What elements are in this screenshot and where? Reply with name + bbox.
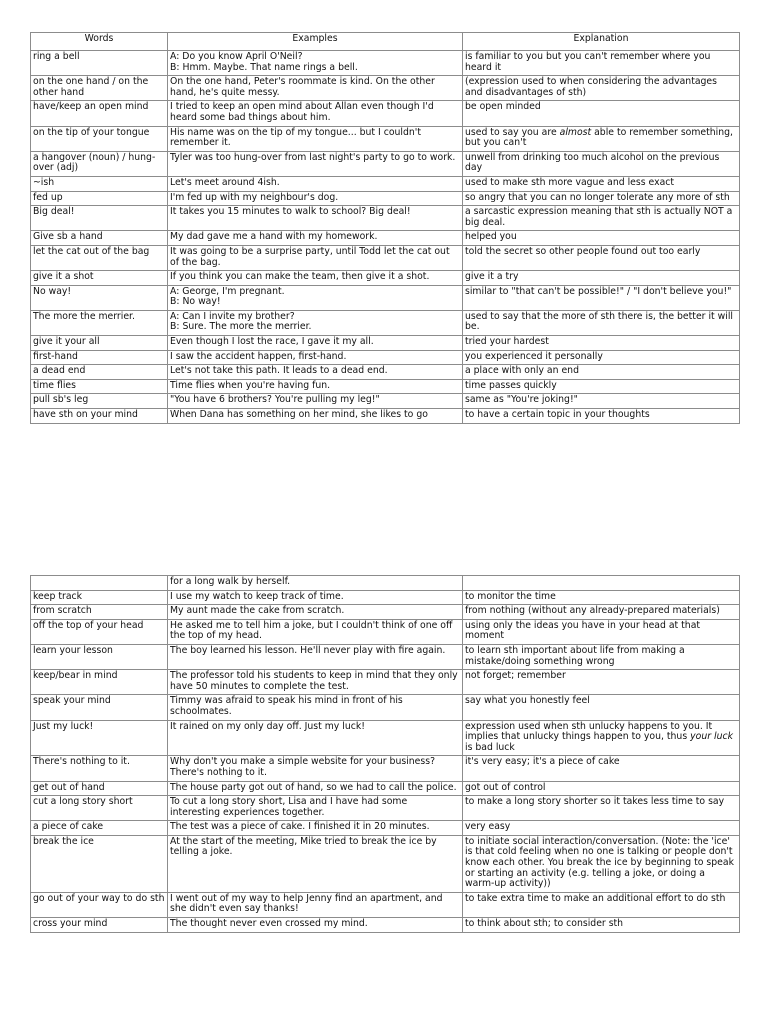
idiom-explanation: tried your hardest [463, 336, 740, 351]
idiom-word: keep track [31, 590, 168, 605]
table-row [31, 720, 740, 756]
idiom-word: from scratch [31, 605, 168, 620]
idiom-example [168, 245, 463, 270]
idioms-table-page-1 [30, 32, 740, 424]
idiom-example [168, 821, 463, 836]
table-row [31, 350, 740, 365]
table-row [31, 310, 740, 335]
table-row [31, 336, 740, 351]
table-row [31, 206, 740, 231]
idiom-explanation: you experienced it personally [463, 350, 740, 365]
idiom-word: first-hand [31, 350, 168, 365]
table-header-row [31, 33, 740, 51]
table-row [31, 605, 740, 620]
table-row [31, 835, 740, 892]
example-line: A: Do you know April O'Neil? [170, 51, 303, 62]
idiom-example [168, 206, 463, 231]
example-line: I'm fed up with my neighbour's dog. [170, 191, 339, 203]
idiom-explanation: to make a long story shorter so it takes less time to say [463, 796, 740, 821]
idiom-word: a hangover (noun) / hung-over (adj) [31, 151, 168, 176]
idiom-word: on the tip of your tongue [31, 126, 168, 151]
example-line: On the one hand, Peter's roommate is kind. On the other hand, he's quite messy. [170, 76, 435, 98]
explanation-text: used to say you are [465, 126, 560, 138]
example-line: My dad gave me a hand with my homework. [170, 231, 378, 243]
idiom-word: Just my luck! [31, 720, 168, 756]
idiom-word: speak your mind [31, 695, 168, 720]
idiom-example [168, 231, 463, 246]
idiom-word: Give sb a hand [31, 231, 168, 246]
example-line: B: Sure. The more the merrier. [170, 321, 312, 333]
idiom-word: break the ice [31, 835, 168, 892]
example-line: Why don't you make a simple website for your business? There's nothing to it. [170, 756, 436, 778]
idiom-explanation: from nothing (without any already-prepared materials) [463, 605, 740, 620]
example-line: At the start of the meeting, Mike tried to break the ice by telling a joke. [170, 835, 437, 858]
idiom-explanation: to monitor the time [463, 590, 740, 605]
example-line: for a long walk by herself. [170, 576, 291, 587]
example-line: Timmy was afraid to speak his mind in front of his schoolmates. [170, 695, 403, 717]
explanation-emphasis: your luck [690, 731, 733, 743]
example-line: His name was on the tip of my tongue... but I couldn't remember it. [170, 126, 421, 149]
idiom-example [168, 51, 463, 76]
table-row [31, 670, 740, 695]
idiom-example [168, 670, 463, 695]
example-line: B: Hmm. Maybe. That name rings a bell. [170, 61, 358, 73]
idiom-word: cross your mind [31, 918, 168, 933]
idiom-word: give it your all [31, 336, 168, 351]
idiom-explanation: unwell from drinking too much alcohol on the previous day [463, 151, 740, 176]
table-row [31, 781, 740, 796]
idiom-explanation: it's very easy; it's a piece of cake [463, 756, 740, 781]
table-row [31, 365, 740, 380]
idiom-word: on the one hand / on the other hand [31, 76, 168, 101]
idiom-word: get out of hand [31, 781, 168, 796]
idiom-explanation: a place with only an end [463, 365, 740, 380]
table-row [31, 176, 740, 191]
example-line: Time flies when you're having fun. [170, 379, 331, 391]
example-line: The thought never even crossed my mind. [170, 918, 368, 930]
idiom-word: ring a bell [31, 51, 168, 76]
idiom-word: learn your lesson [31, 644, 168, 669]
idiom-explanation: used to make sth more vague and less exact [463, 176, 740, 191]
idiom-example [168, 720, 463, 756]
idiom-explanation [463, 576, 740, 591]
idiom-example [168, 271, 463, 286]
idiom-explanation: be open minded [463, 101, 740, 126]
idiom-example [168, 365, 463, 380]
idiom-word: a dead end [31, 365, 168, 380]
idiom-explanation: very easy [463, 821, 740, 836]
example-line: A: George, I'm pregnant. [170, 285, 285, 297]
idiom-word: pull sb's leg [31, 394, 168, 409]
header-examples: Examples [168, 33, 463, 51]
idiom-explanation: time passes quickly [463, 379, 740, 394]
table-row [31, 394, 740, 409]
idiom-explanation: similar to "that can't be possible!" / "I don't believe you!" [463, 285, 740, 310]
table-row [31, 918, 740, 933]
idiom-explanation: is familiar to you but you can't remember where you heard it [463, 51, 740, 76]
table-row [31, 695, 740, 720]
idiom-explanation: (expression used to when considering the advantages and disadvantages of sth) [463, 76, 740, 101]
idiom-word: There's nothing to it. [31, 756, 168, 781]
idiom-example [168, 379, 463, 394]
example-line: Let's not take this path. It leads to a dead end. [170, 365, 388, 377]
table-row [31, 51, 740, 76]
example-line: B: No way! [170, 296, 221, 308]
example-line: To cut a long story short, Lisa and I have had some interesting experiences together. [170, 796, 408, 818]
table-row [31, 409, 740, 424]
idiom-word: keep/bear in mind [31, 670, 168, 695]
idiom-word: off the top of your head [31, 619, 168, 644]
example-line: He asked me to tell him a joke, but I couldn't think of one off the top of my head. [170, 619, 453, 642]
idiom-word: Big deal! [31, 206, 168, 231]
idiom-example [168, 756, 463, 781]
idiom-explanation: told the secret so other people found out too early [463, 245, 740, 270]
example-line: Let's meet around 4ish. [170, 176, 280, 188]
example-line: If you think you can make the team, then give it a shot. [170, 271, 430, 283]
table-row [31, 796, 740, 821]
idiom-example [168, 409, 463, 424]
idiom-explanation [463, 720, 740, 756]
example-line: It rained on my only day off. Just my luck! [170, 720, 365, 732]
idiom-explanation: same as "You're joking!" [463, 394, 740, 409]
idiom-explanation [463, 126, 740, 151]
example-line: A: Can I invite my brother? [170, 310, 295, 322]
example-line: The professor told his students to keep in mind that they only have 50 minutes to complete the test. [170, 670, 458, 692]
example-line: "You have 6 brothers? You're pulling my leg!" [170, 394, 380, 406]
idiom-word: let the cat out of the bag [31, 245, 168, 270]
table-row [31, 756, 740, 781]
idiom-word: go out of your way to do sth [31, 892, 168, 917]
idiom-example [168, 781, 463, 796]
table-row [31, 271, 740, 286]
idiom-word: give it a shot [31, 271, 168, 286]
idiom-example [168, 796, 463, 821]
idiom-word: ~ish [31, 176, 168, 191]
idiom-example [168, 126, 463, 151]
header-words: Words [31, 33, 168, 51]
example-line: My aunt made the cake from scratch. [170, 605, 345, 617]
idiom-example [168, 892, 463, 917]
example-line: I saw the accident happen, first-hand. [170, 350, 347, 362]
idiom-example [168, 835, 463, 892]
table-row [31, 126, 740, 151]
example-line: I use my watch to keep track of time. [170, 590, 344, 602]
idiom-example [168, 590, 463, 605]
idiom-word: a piece of cake [31, 821, 168, 836]
table-row [31, 231, 740, 246]
table-row [31, 101, 740, 126]
explanation-text: expression used when sth unlucky happens to you. It implies that unlucky things happen to you, thus [465, 720, 713, 743]
example-line: The test was a piece of cake. I finished it in 20 minutes. [170, 821, 430, 833]
table-row [31, 245, 740, 270]
idiom-word: have sth on your mind [31, 409, 168, 424]
idiom-example [168, 394, 463, 409]
table-row [31, 892, 740, 917]
idiom-explanation: used to say that the more of sth there is, the better it will be. [463, 310, 740, 335]
idiom-example [168, 918, 463, 933]
idioms-table-page-2 [30, 575, 740, 933]
example-line: It takes you 15 minutes to walk to school? Big deal! [170, 206, 411, 218]
idiom-explanation: give it a try [463, 271, 740, 286]
idiom-example [168, 76, 463, 101]
idiom-word: No way! [31, 285, 168, 310]
idiom-example [168, 285, 463, 310]
idiom-example [168, 101, 463, 126]
explanation-emphasis: almost [559, 126, 592, 138]
example-line: It was going to be a surprise party, until Todd let the cat out of the bag. [170, 245, 450, 268]
idiom-example [168, 336, 463, 351]
idiom-word: have/keep an open mind [31, 101, 168, 126]
example-line: The house party got out of hand, so we had to call the police. [170, 781, 457, 793]
idiom-explanation: a sarcastic expression meaning that sth is actually NOT a big deal. [463, 206, 740, 231]
idiom-example [168, 619, 463, 644]
table-row [31, 821, 740, 836]
idiom-word: The more the merrier. [31, 310, 168, 335]
header-explanation: Explanation [463, 33, 740, 51]
table-row [31, 379, 740, 394]
table-row [31, 151, 740, 176]
idiom-explanation: helped you [463, 231, 740, 246]
idiom-explanation: using only the ideas you have in your head at that moment [463, 619, 740, 644]
example-line: The boy learned his lesson. He'll never play with fire again. [170, 644, 446, 656]
idiom-word: fed up [31, 191, 168, 206]
example-line: Tyler was too hung-over from last night's party to go to work. [170, 151, 456, 163]
table-row [31, 619, 740, 644]
idiom-explanation: to take extra time to make an additional effort to do sth [463, 892, 740, 917]
idiom-example [168, 644, 463, 669]
table-row [31, 576, 740, 591]
idiom-explanation: so angry that you can no longer tolerate any more of sth [463, 191, 740, 206]
idiom-example [168, 605, 463, 620]
idiom-explanation: to have a certain topic in your thoughts [463, 409, 740, 424]
idiom-explanation: to think about sth; to consider sth [463, 918, 740, 933]
table-row [31, 76, 740, 101]
idiom-word: cut a long story short [31, 796, 168, 821]
idiom-example [168, 191, 463, 206]
idiom-example [168, 176, 463, 191]
idiom-explanation: say what you honestly feel [463, 695, 740, 720]
idiom-explanation: not forget; remember [463, 670, 740, 695]
explanation-text: is bad luck [465, 741, 515, 753]
idiom-explanation: to initiate social interaction/conversation. (Note: the 'ice' is that cold feeling when no one is talking or people don't know each other. You break the ice by beginning to speak or starting an activity (e.g. telling a joke, or doing a warm-up activity)) [463, 835, 740, 892]
example-line: I went out of my way to help Jenny find an apartment, and she didn't even say thanks! [170, 892, 443, 915]
idiom-explanation: got out of control [463, 781, 740, 796]
table-row [31, 285, 740, 310]
table-row [31, 191, 740, 206]
idiom-example [168, 695, 463, 720]
table-row [31, 590, 740, 605]
idiom-word [31, 576, 168, 591]
idiom-example [168, 576, 463, 591]
idiom-word: time flies [31, 379, 168, 394]
idiom-example [168, 151, 463, 176]
idiom-example [168, 310, 463, 335]
explanation-text: able to remember something, but you can't [465, 126, 734, 149]
idiom-example [168, 350, 463, 365]
example-line: When Dana has something on her mind, she likes to go [170, 409, 428, 421]
table-row [31, 644, 740, 669]
example-line: Even though I lost the race, I gave it my all. [170, 336, 374, 348]
idiom-explanation: to learn sth important about life from making a mistake/doing something wrong [463, 644, 740, 669]
example-line: I tried to keep an open mind about Allan even though I'd heard some bad things about him. [170, 101, 434, 123]
